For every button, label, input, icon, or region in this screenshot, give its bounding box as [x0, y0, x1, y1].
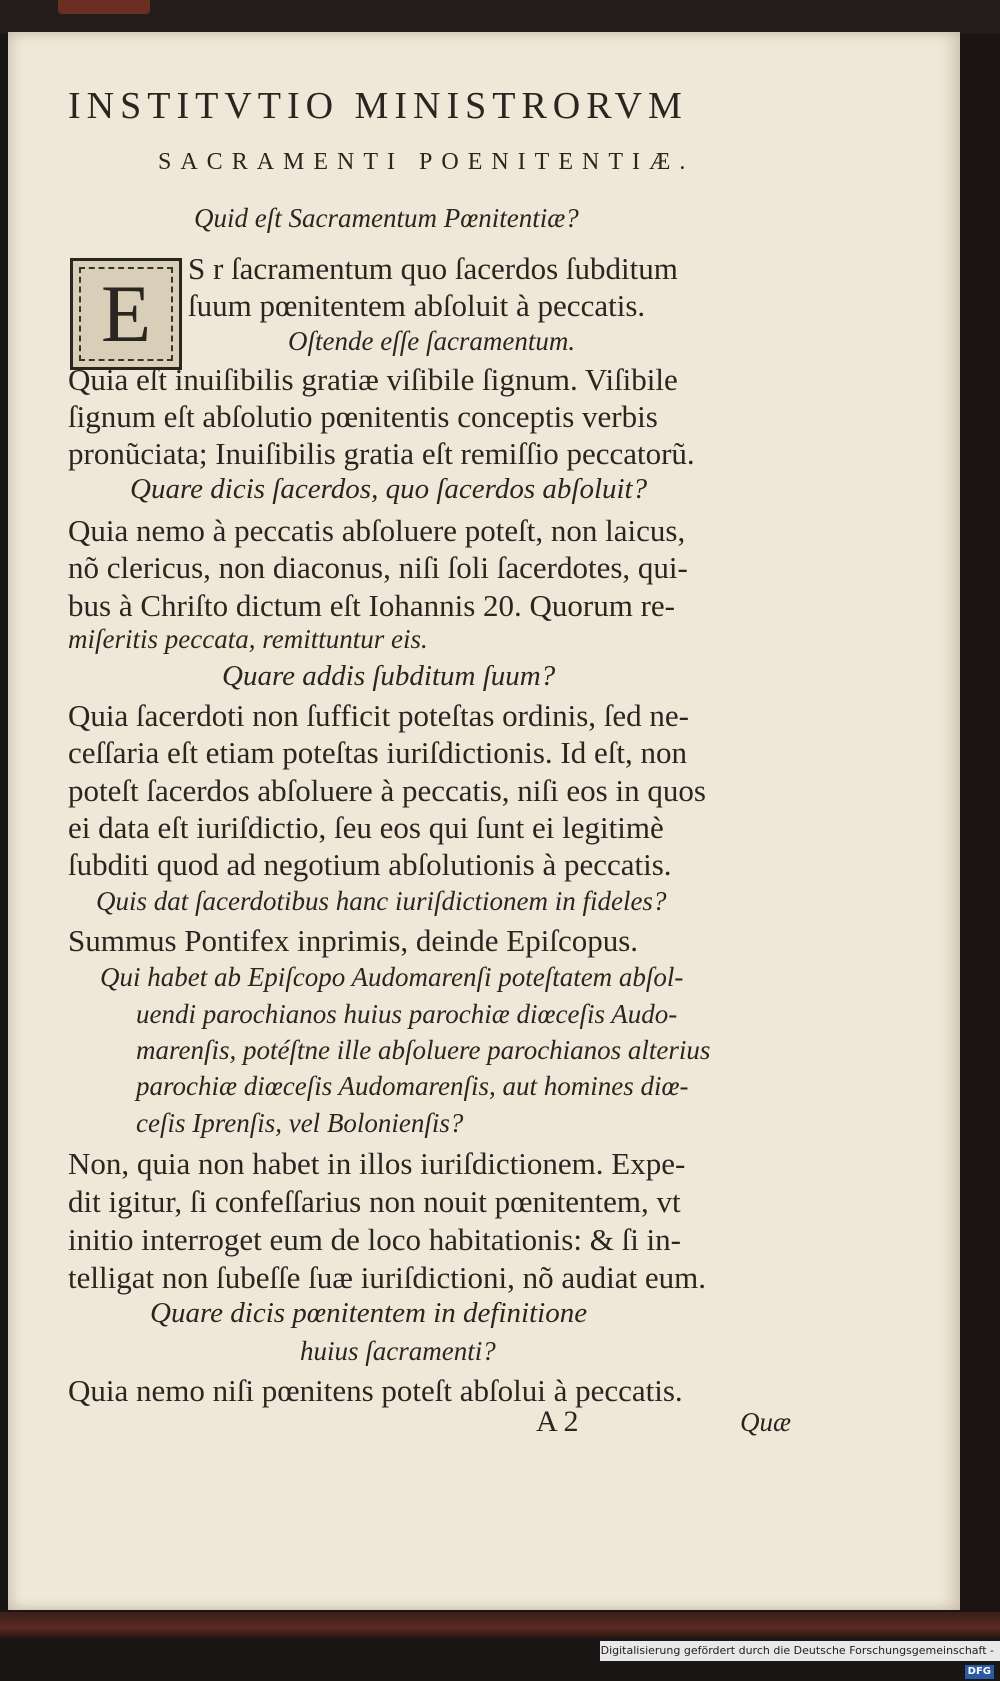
text-line: Quis dat ſacerdotibus hanc iuriſdictionem in fideles? — [96, 886, 667, 916]
text-line: Qui habet ab Epiſcopo Audomarenſi poteſtatem abſol- — [100, 962, 684, 992]
text-line: pronũciata; Inuiſibilis gratia eſt remiſſio peccatorũ. — [68, 436, 695, 471]
text-line: Summus Pontifex inprimis, deinde Epiſcopus. — [68, 923, 639, 958]
book-ribbon — [58, 0, 150, 14]
book-cover-edge — [0, 1612, 1000, 1638]
text-line: Quia nemo à peccatis abſoluere poteſt, non laicus, — [68, 513, 686, 548]
initial-letter: E — [100, 268, 152, 359]
text-line: Oſtende eſſe ſacramentum. — [288, 326, 576, 356]
dfg-logo: DFG — [965, 1665, 994, 1679]
credit-text: Digitalisierung gefördert durch die Deutsche Forschungsgemeinschaft - — [600, 1644, 994, 1657]
text-line: initio interroget eum de loco habitationis: & ſi in- — [68, 1222, 681, 1257]
text-line: Quare dicis ſacerdos, quo ſacerdos abſoluit? — [130, 473, 648, 505]
signature-mark: A 2 — [536, 1405, 579, 1438]
text-line: Quare dicis pœnitentem in definitione — [150, 1297, 588, 1329]
text-line: ceſſaria eſt etiam poteſtas iuriſdictionis. Id eſt, non — [68, 735, 687, 770]
page-subtitle: SACRAMENTI POENITENTIÆ. — [158, 149, 695, 175]
decorated-initial — [70, 258, 182, 370]
text-line: ceſis Iprenſis, vel Bolonienſis? — [136, 1108, 464, 1138]
text-line: nõ clericus, non diaconus, niſi ſoli ſacerdotes, qui- — [68, 550, 688, 585]
scan-top-edge — [0, 0, 1000, 34]
text-line: poteſt ſacerdos abſoluere à peccatis, niſi eos in quos — [68, 773, 706, 808]
text-line: bus à Chriſto dictum eſt Iohannis 20. Quorum re- — [68, 588, 675, 623]
text-line: huius ſacramenti? — [300, 1336, 496, 1366]
text-line: Quid eſt Sacramentum Pœnitentiæ? — [194, 203, 579, 233]
text-line: parochiæ diœceſis Audomarenſis, aut homines diœ- — [136, 1071, 689, 1101]
text-line: ſubditi quod ad negotium abſolutionis à peccatis. — [68, 847, 672, 882]
text-line: Quare addis ſubditum ſuum? — [222, 660, 556, 692]
text-line: miſeritis peccata, remittuntur eis. — [68, 624, 428, 654]
text-line: ſignum eſt abſolutio pœnitentis conceptis verbis — [68, 399, 658, 434]
catchword: Quæ — [740, 1407, 792, 1437]
text-line: uendi parochianos huius parochiæ diœceſis Audo- — [136, 999, 678, 1029]
text-line: ei data eſt iuriſdictio, ſeu eos qui ſunt ei legitimè — [68, 810, 664, 845]
text-line: dit igitur, ſi confeſſarius non nouit pœnitentem, vt — [68, 1184, 681, 1219]
text-line: Quia eſt inuiſibilis gratiæ viſibile ſignum. Viſibile — [68, 362, 678, 397]
digitization-credit — [600, 1641, 1000, 1677]
page-title: INSTITVTIO MINISTRORVM — [68, 85, 688, 127]
text-line: Non, quia non habet in illos iuriſdictionem. Expe- — [68, 1146, 686, 1181]
text-line: Quia nemo niſi pœnitens poteſt abſolui à peccatis. — [68, 1373, 683, 1408]
text-line: ſuum pœnitentem abſoluit à peccatis. — [188, 288, 646, 323]
text-line: marenſis, potéſtne ille abſoluere parochianos alterius — [136, 1035, 711, 1065]
text-line: Quia ſacerdoti non ſufficit poteſtas ordinis, ſed ne- — [68, 698, 689, 733]
text-line: telligat non ſubeſſe ſuæ iuriſdictioni, nõ audiat eum. — [68, 1260, 706, 1295]
text-line: S r ſacramentum quo ſacerdos ſubditum — [188, 251, 678, 286]
